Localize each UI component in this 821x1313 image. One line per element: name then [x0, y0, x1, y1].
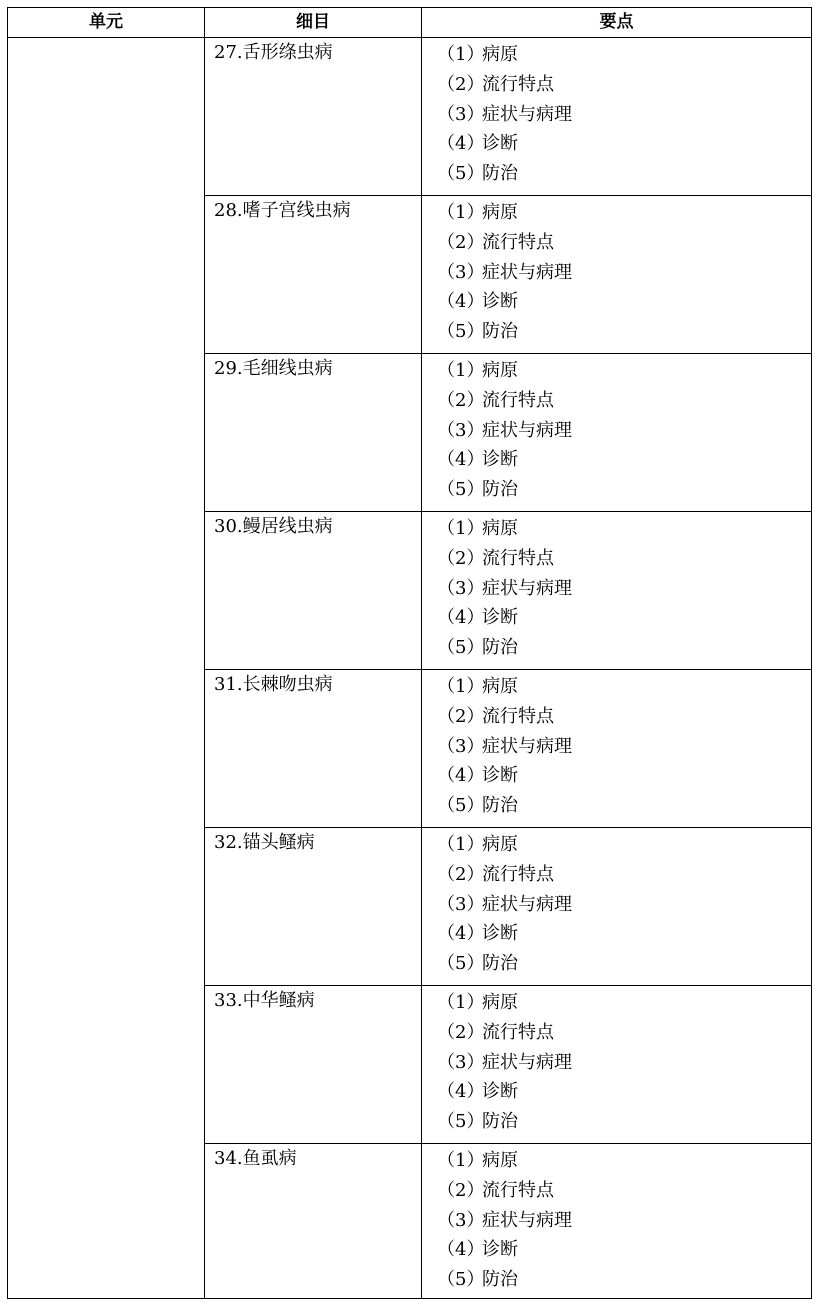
detail-cell: [205, 986, 422, 1144]
detail-cell: [205, 38, 422, 196]
syllabus-table: [7, 7, 812, 1299]
detail-text: 33.中华鳋病: [214, 990, 315, 1011]
point-text: 症状与病理: [482, 577, 572, 599]
point-number: （2）: [437, 863, 485, 885]
point-number: （4）: [437, 1081, 485, 1103]
point-item: [437, 198, 811, 228]
point-text: 病原: [482, 518, 518, 539]
point-number: （3）: [437, 419, 485, 441]
points-cell: [422, 354, 812, 512]
point-number: （3）: [437, 1209, 485, 1231]
point-text: 防治: [482, 321, 518, 343]
point-number: （3）: [437, 103, 485, 125]
point-text: 症状与病理: [482, 419, 572, 441]
point-number: （1）: [437, 202, 485, 223]
point-number: （1）: [437, 676, 485, 697]
point-text: 诊断: [482, 607, 518, 629]
point-number: （4）: [437, 607, 485, 629]
point-number: （4）: [437, 449, 485, 471]
point-item: [437, 100, 811, 130]
point-number: （2）: [437, 1021, 485, 1043]
detail-cell: [205, 1144, 422, 1299]
points-cell: [422, 196, 812, 354]
points-cell: [422, 670, 812, 828]
points-list: [422, 828, 811, 979]
detail-cell: [205, 354, 422, 512]
points-cell: [422, 38, 812, 196]
point-text: 病原: [482, 360, 518, 381]
point-number: （5）: [437, 953, 485, 975]
detail-text: 28.嗜子宫线虫病: [214, 200, 351, 221]
point-item: [437, 702, 811, 732]
point-number: （2）: [437, 547, 485, 569]
header-detail: 细目: [205, 8, 422, 38]
point-item: [437, 475, 811, 505]
detail-cell: [205, 196, 422, 354]
point-item: [437, 919, 811, 949]
point-number: （5）: [437, 321, 485, 343]
unit-cell: [8, 38, 205, 1299]
point-item: [437, 445, 811, 475]
point-text: 病原: [482, 834, 518, 855]
point-number: （2）: [437, 389, 485, 411]
detail-text: 34.鱼虱病: [214, 1148, 297, 1169]
point-text: 症状与病理: [482, 1209, 572, 1231]
point-item: [437, 1107, 811, 1137]
point-number: （5）: [437, 163, 485, 185]
point-text: 防治: [482, 1111, 518, 1133]
point-item: [437, 1018, 811, 1048]
point-text: 病原: [482, 44, 518, 65]
point-number: （5）: [437, 637, 485, 659]
point-text: 流行特点: [482, 547, 554, 569]
point-text: 防治: [482, 1269, 518, 1291]
point-item: [437, 129, 811, 159]
point-number: （4）: [437, 291, 485, 313]
point-text: 症状与病理: [482, 893, 572, 915]
point-text: 防治: [482, 479, 518, 501]
points-list: [422, 986, 811, 1137]
detail-cell: [205, 512, 422, 670]
point-text: 流行特点: [482, 1021, 554, 1043]
point-item: [437, 287, 811, 317]
point-number: （4）: [437, 133, 485, 155]
point-item: [437, 672, 811, 702]
point-item: [437, 988, 811, 1018]
point-text: 症状与病理: [482, 1051, 572, 1073]
point-item: [437, 159, 811, 189]
point-number: （3）: [437, 261, 485, 283]
detail-text: 27.舌形绦虫病: [214, 42, 333, 63]
point-text: 病原: [482, 202, 518, 223]
point-item: [437, 633, 811, 663]
points-list: [422, 1144, 811, 1295]
table-header: [8, 8, 812, 38]
point-number: （1）: [437, 518, 485, 539]
point-number: （3）: [437, 1051, 485, 1073]
detail-text: 32.锚头鳋病: [214, 832, 315, 853]
point-text: 防治: [482, 953, 518, 975]
point-item: [437, 258, 811, 288]
point-item: [437, 830, 811, 860]
point-number: （1）: [437, 44, 485, 65]
points-list: [422, 196, 811, 347]
point-item: [437, 791, 811, 821]
table-body: [8, 38, 812, 1299]
point-number: （5）: [437, 795, 485, 817]
points-cell: [422, 828, 812, 986]
header-points: 要点: [422, 8, 812, 38]
point-number: （3）: [437, 893, 485, 915]
point-number: （1）: [437, 834, 485, 855]
detail-text: 31.长棘吻虫病: [214, 674, 333, 695]
point-text: 流行特点: [482, 73, 554, 95]
detail-cell: [205, 670, 422, 828]
point-text: 诊断: [482, 1239, 518, 1261]
detail-text: 30.鳗居线虫病: [214, 516, 333, 537]
points-list: [422, 512, 811, 663]
point-number: （4）: [437, 923, 485, 945]
point-item: [437, 761, 811, 791]
point-number: （2）: [437, 1179, 485, 1201]
point-text: 流行特点: [482, 863, 554, 885]
point-text: 防治: [482, 795, 518, 817]
point-item: [437, 603, 811, 633]
point-number: （2）: [437, 73, 485, 95]
point-text: 症状与病理: [482, 735, 572, 757]
point-text: 防治: [482, 637, 518, 659]
point-number: （3）: [437, 735, 485, 757]
point-number: （5）: [437, 1111, 485, 1133]
point-text: 症状与病理: [482, 103, 572, 125]
point-text: 流行特点: [482, 389, 554, 411]
detail-text: 29.毛细线虫病: [214, 358, 333, 379]
point-number: （5）: [437, 1269, 485, 1291]
point-item: [437, 1176, 811, 1206]
point-number: （1）: [437, 360, 485, 381]
header-row: [8, 8, 812, 38]
point-item: [437, 514, 811, 544]
point-number: （2）: [437, 705, 485, 727]
point-text: 诊断: [482, 449, 518, 471]
points-list: [422, 38, 811, 189]
point-item: [437, 860, 811, 890]
point-item: [437, 1235, 811, 1265]
point-item: [437, 949, 811, 979]
point-text: 病原: [482, 1150, 518, 1171]
point-text: 病原: [482, 992, 518, 1013]
point-text: 流行特点: [482, 1179, 554, 1201]
point-text: 诊断: [482, 1081, 518, 1103]
point-text: 防治: [482, 163, 518, 185]
point-item: [437, 228, 811, 258]
point-text: 诊断: [482, 923, 518, 945]
point-item: [437, 1265, 811, 1295]
header-unit: 单元: [8, 8, 205, 38]
points-cell: [422, 512, 812, 670]
point-number: （4）: [437, 1239, 485, 1261]
point-number: （1）: [437, 1150, 485, 1171]
point-number: （3）: [437, 577, 485, 599]
point-text: 流行特点: [482, 705, 554, 727]
point-item: [437, 40, 811, 70]
table-row: [8, 38, 812, 196]
point-text: 诊断: [482, 765, 518, 787]
point-item: [437, 544, 811, 574]
point-text: 流行特点: [482, 231, 554, 253]
point-text: 症状与病理: [482, 261, 572, 283]
points-list: [422, 670, 811, 821]
point-number: （2）: [437, 231, 485, 253]
points-cell: [422, 986, 812, 1144]
point-item: [437, 1146, 811, 1176]
point-item: [437, 1048, 811, 1078]
point-number: （4）: [437, 765, 485, 787]
point-text: 诊断: [482, 291, 518, 313]
point-item: [437, 1077, 811, 1107]
point-item: [437, 416, 811, 446]
points-cell: [422, 1144, 812, 1299]
point-text: 诊断: [482, 133, 518, 155]
point-text: 病原: [482, 676, 518, 697]
point-item: [437, 356, 811, 386]
point-number: （1）: [437, 992, 485, 1013]
points-list: [422, 354, 811, 505]
point-item: [437, 732, 811, 762]
point-item: [437, 386, 811, 416]
detail-cell: [205, 828, 422, 986]
point-item: [437, 574, 811, 604]
point-item: [437, 317, 811, 347]
point-item: [437, 70, 811, 100]
point-number: （5）: [437, 479, 485, 501]
point-item: [437, 890, 811, 920]
point-item: [437, 1206, 811, 1236]
